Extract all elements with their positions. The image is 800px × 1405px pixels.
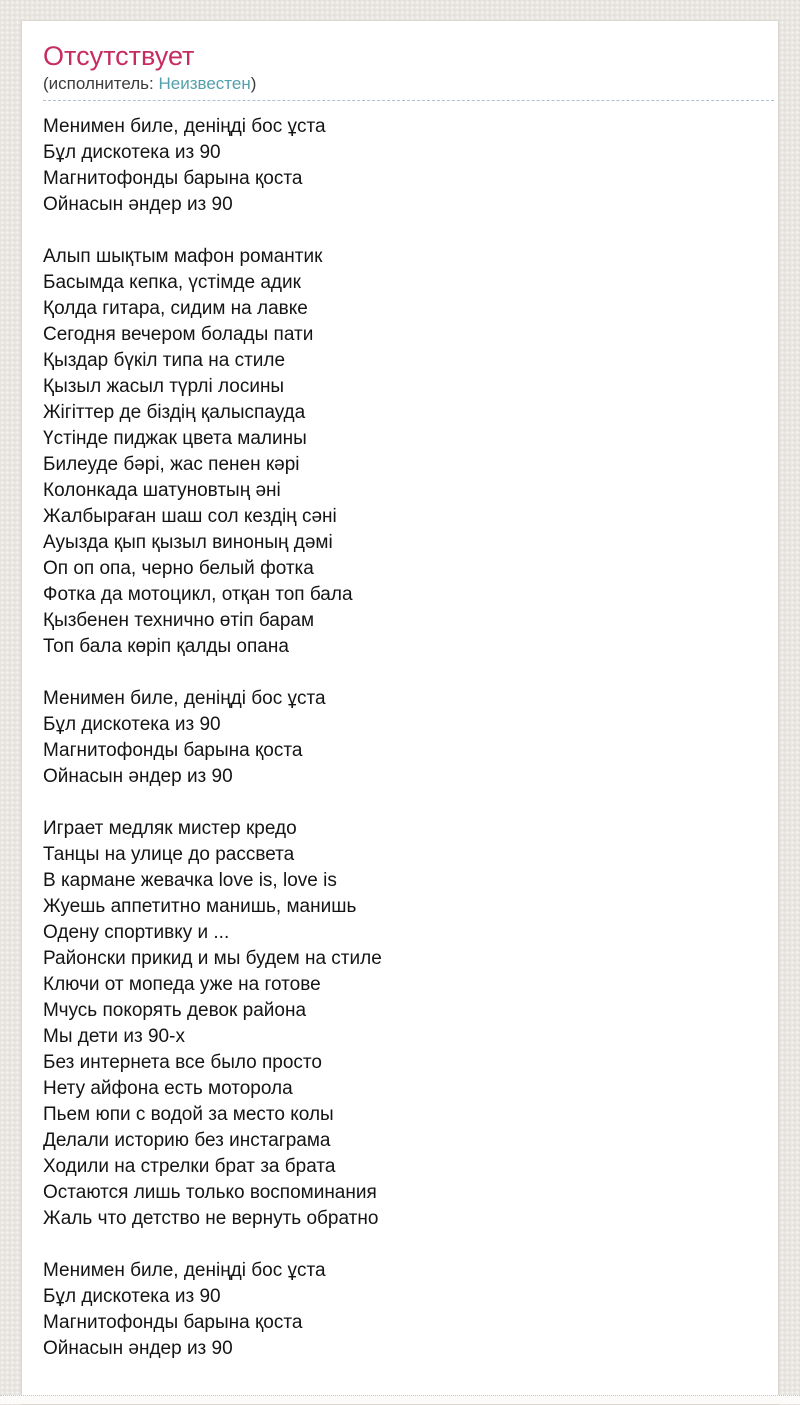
lyric-line: Районски прикид и мы будем на стиле bbox=[43, 948, 382, 969]
lyric-line: Жаль что детство не вернуть обратно bbox=[43, 1208, 379, 1229]
lyric-line: Магнитофонды барына қоста bbox=[43, 168, 303, 189]
lyric-line: Ключи от мопеда уже на готове bbox=[43, 974, 321, 995]
lyric-line: Менимен биле, деніңді бос ұста bbox=[43, 1260, 326, 1281]
lyric-line: Бұл дискотека из 90 bbox=[43, 142, 221, 163]
lyric-line: Алып шықтым мафон романтик bbox=[43, 246, 323, 267]
lyric-line: Бұл дискотека из 90 bbox=[43, 1286, 221, 1307]
lyric-line: Билеуде бәрі, жас пенен кәрі bbox=[43, 454, 300, 475]
lyric-line: Бұл дискотека из 90 bbox=[43, 714, 221, 735]
lyric-line: Магнитофонды барына қоста bbox=[43, 740, 303, 761]
lyric-line: Одену спортивку и ... bbox=[43, 922, 230, 943]
stanza bbox=[43, 1258, 774, 1362]
lyric-line: Нету айфона есть моторола bbox=[43, 1078, 293, 1099]
lyric-line: В кармане жевачка love is, love is bbox=[43, 870, 337, 891]
lyric-line: Без интернета все было просто bbox=[43, 1052, 322, 1073]
lyric-line: Менимен биле, деніңді бос ұста bbox=[43, 116, 326, 137]
stanza bbox=[43, 244, 774, 660]
lyric-line: Қызбенен технично өтіп барам bbox=[43, 610, 315, 631]
lyric-line: Мы дети из 90-х bbox=[43, 1026, 185, 1047]
lyric-line: Танцы на улице до рассвета bbox=[43, 844, 295, 865]
lyric-line: Делали историю без инстаграма bbox=[43, 1130, 331, 1151]
lyric-line: Ауызда қып қызыл виноның дәмі bbox=[43, 532, 333, 553]
lyric-line: Сегодня вечером болады пати bbox=[43, 324, 314, 345]
song-header bbox=[43, 41, 774, 101]
lyric-line: Топ бала көріп қалды опана bbox=[43, 636, 289, 657]
lyric-line: Оп оп опа, черно белый фотка bbox=[43, 558, 314, 579]
page-title: Отсутствует bbox=[43, 41, 195, 71]
lyric-line: Ойнасын әндер из 90 bbox=[43, 194, 233, 215]
lyrics-card bbox=[21, 20, 779, 1405]
stanza bbox=[43, 816, 774, 1232]
lyric-line: Играет медляк мистер кредо bbox=[43, 818, 297, 839]
lyric-line: Жігіттер де біздің қалыспауда bbox=[43, 402, 306, 423]
lyric-line: Жалбыраған шаш сол кездің сәні bbox=[43, 506, 337, 527]
bottom-strip bbox=[0, 1395, 800, 1404]
lyric-line: Қыздар бүкіл типа на стиле bbox=[43, 350, 286, 371]
lyric-line: Ойнасын әндер из 90 bbox=[43, 766, 233, 787]
lyric-line: Остаются лишь только воспоминания bbox=[43, 1182, 377, 1203]
lyric-line: Қызыл жасыл түрлі лосины bbox=[43, 376, 285, 397]
stanza bbox=[43, 686, 774, 790]
lyric-line: Ходили на стрелки брат за брата bbox=[43, 1156, 336, 1177]
artist-label-suffix: ) bbox=[250, 74, 257, 93]
lyric-line: Магнитофонды барына қоста bbox=[43, 1312, 303, 1333]
lyric-line: Менимен биле, деніңді бос ұста bbox=[43, 688, 326, 709]
lyric-line: Басымда кепка, үстімде адик bbox=[43, 272, 301, 293]
lyric-line: Жуешь аппетитно манишь, манишь bbox=[43, 896, 357, 917]
lyric-line: Пьем юпи с водой за место колы bbox=[43, 1104, 334, 1125]
artist-label-prefix: (исполнитель: bbox=[43, 74, 159, 93]
artist-line bbox=[43, 74, 774, 94]
lyric-line: Ойнасын әндер из 90 bbox=[43, 1338, 233, 1359]
lyric-line: Үстінде пиджак цвета малины bbox=[43, 428, 307, 449]
lyric-line: Мчусь покорять девок района bbox=[43, 1000, 307, 1021]
artist-link[interactable]: Неизвестен bbox=[158, 74, 251, 93]
lyric-line: Колонкада шатуновтың әні bbox=[43, 480, 281, 501]
stanza bbox=[43, 114, 774, 218]
lyric-line: Қолда гитара, сидим на лавке bbox=[43, 298, 308, 319]
lyrics bbox=[43, 114, 774, 1362]
lyric-line: Фотка да мотоцикл, отқан топ бала bbox=[43, 584, 353, 605]
